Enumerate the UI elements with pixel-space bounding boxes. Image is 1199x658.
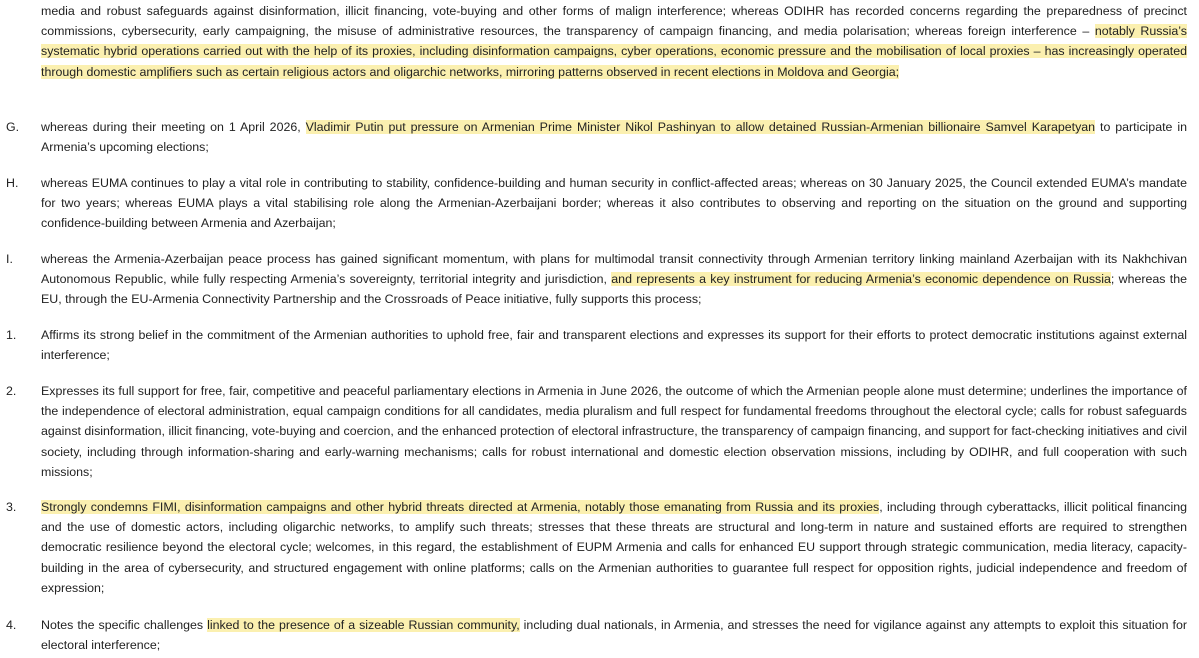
paragraph-label: I. — [6, 252, 13, 266]
paragraph-label: H. — [6, 176, 19, 190]
paragraph-label: 1. — [6, 328, 17, 342]
paragraph-text — [41, 173, 1187, 234]
highlighted-text: and represents a key instrument for reducing Armenia’s economic dependence on Russia — [611, 272, 1111, 287]
paragraph-text — [41, 1, 1187, 82]
text-segment: Affirms its strong belief in the commitment of the Armenian authorities to uphold free, fair and transparent elections and expresses its support for their efforts to protect democratic institutions against external interference; — [41, 328, 1187, 363]
text-segment: whereas the Armenia-Azerbaijan peace process has gained significant momentum, with plans for multimodal transit connectivity through Armenian territory linking mainland Azerbaijan with its Nakhchivan Autonomous Republic, while fully respecting Armenia’s sovereignty, territorial integrity and jurisdiction, — [41, 252, 1187, 287]
highlighted-text: linked to the presence of a sizeable Russian community, — [207, 618, 520, 632]
text-segment: Expresses its full support for free, fair, competitive and peaceful parliamentary elections in Armenia in June 2026, the outcome of which the Armenian people alone must determine; underlines the importance of the independence of electoral administration, equal campaign conditions for all candidates, media pluralism and full respect for fundamental freedoms throughout the electoral cycle; calls for robust safeguards against disinformation, illicit financing, vote-buying and coercion, and the enhanced protection of electoral infrastructure, the transparency of campaign financing, and support for fact-checking initiatives and civil society, including through information-sharing and early-warning mechanisms; calls for robust international and domestic election observation missions, including by ODIHR, and full cooperation with such missions; — [41, 384, 1187, 479]
text-segment: whereas during their meeting on 1 April 2026, — [41, 120, 306, 134]
text-segment: ; whereas the EU, through the EU-Armenia Connectivity Partnership and the Crossroads of Peace initiative, fully supports this process; — [41, 272, 1188, 307]
paragraph-text — [41, 249, 1187, 310]
text-segment: whereas EUMA continues to play a vital role in contributing to stability, confidence-building and human security in conflict-affected areas; whereas on 30 January 2025, the Council extended EUMA’s mandate for two years; whereas EUMA plays a vital stabilising role along the Armenian-Azerbaijani border; whereas it also contributes to observing and reporting on the situation on the ground and supporting confidence-building between Armenia and Azerbaijan; — [41, 176, 1187, 231]
highlighted-text: Strongly condemns FIMI, disinformation campaigns and other hybrid threats directed at Armenia, notably those emanating from Russia and its proxies — [41, 500, 880, 514]
paragraph-label: 2. — [6, 384, 17, 398]
paragraph-label: 3. — [6, 500, 17, 514]
highlighted-text: Vladimir Putin put pressure on Armenian Prime Minister Nikol Pashinyan to allow detained Russian-Armenian billionaire Samvel Karapetyan — [305, 120, 1096, 134]
paragraph-text — [41, 615, 1187, 655]
paragraph-label: G. — [6, 120, 20, 134]
paragraph-label: 4. — [6, 618, 17, 632]
paragraph-text — [41, 381, 1187, 482]
text-segment: , including through cyberattacks, illicit political financing and the use of domestic actors, including oligarchic networks, to amplify such threats; stresses that these threats are structural and long-term in nature and sustained efforts are required to strengthen democratic resilience beyond the electoral cycle; welcomes, in this regard, the establishment of EUPM Armenia and calls for enhanced EU support through strategic communication, media literacy, capacity-building in the area of cybersecurity, and structured engagement with online platforms; calls on the Armenian authorities to guarantee full respect for opposition rights, judicial independence and freedom of expression; — [41, 500, 1187, 595]
text-segment: Notes the specific challenges — [41, 618, 208, 632]
paragraph-text — [41, 497, 1187, 598]
paragraph-text — [41, 325, 1187, 365]
paragraph-text — [41, 117, 1187, 157]
text-segment: media and robust safeguards against disinformation, illicit financing, vote-buying and other forms of malign interference; whereas ODIHR has recorded concerns regarding the preparedness of precinct commissions, cybersecurity, early campaigning, the misuse of administrative resources, the transparency of campaign financing, and media polarisation; whereas foreign interference – — [41, 4, 1187, 39]
highlighted-text: notably Russia’s systematic hybrid operations carried out with the help of its proxies, including disinformation campaigns, cyber operations, economic pressure and the mobilisation of local proxies – has increasingly operated through domestic amplifiers such as certain religious actors and oligarchic networks, mirroring patterns observed in recent elections in Moldova and Georgia; — [41, 24, 1187, 79]
text-segment: to participate in Armenia’s upcoming elections; — [41, 120, 1187, 155]
text-segment: including dual nationals, in Armenia, and stresses the need for vigilance against any attempts to exploit this situation for electoral interference; — [41, 618, 1187, 653]
